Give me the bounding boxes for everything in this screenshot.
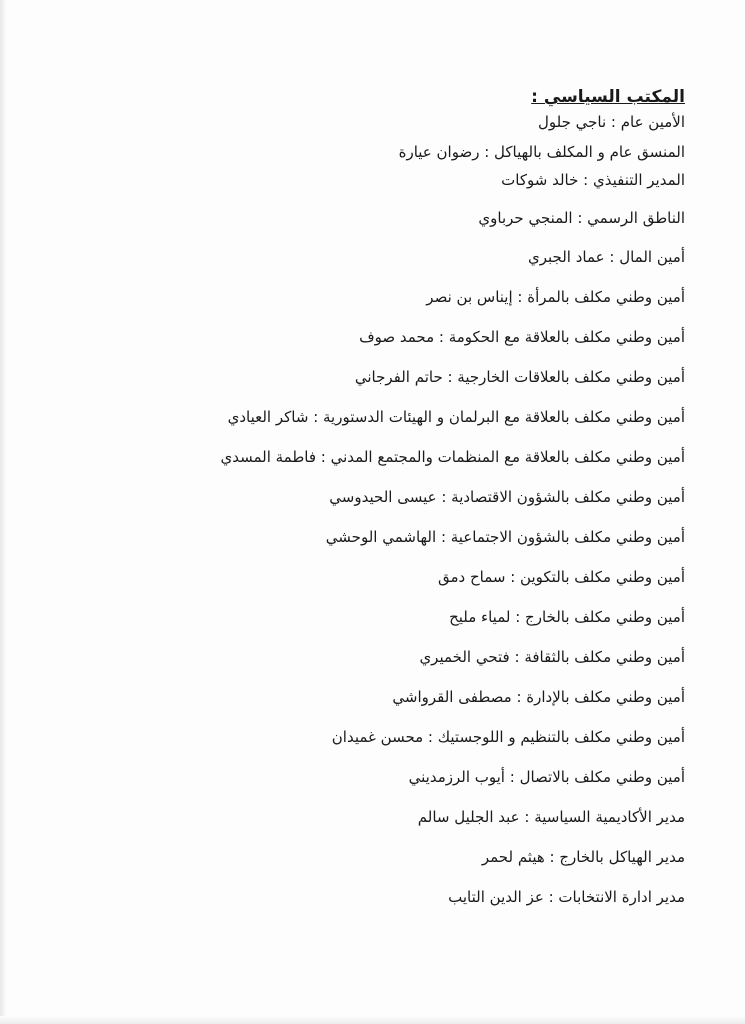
member-line: مدير الهياكل بالخارج : هيثم لحمر bbox=[481, 848, 685, 866]
member-line: الناطق الرسمي : المنجي حرباوي bbox=[478, 209, 685, 227]
scan-bottom-edge bbox=[0, 1016, 745, 1024]
member-line: أمين وطني مكلف بالعلاقات الخارجية : حاتم الفرجاني bbox=[354, 368, 685, 386]
member-line: أمين وطني مكلف بالثقافة : فتحي الخميري bbox=[419, 648, 685, 666]
member-line: أمين وطني مكلف بالتنظيم و اللوجستيك : محسن غميدان bbox=[331, 728, 685, 746]
scan-left-edge bbox=[0, 0, 6, 1024]
member-line: أمين وطني مكلف بالشؤون الاجتماعية : الهاشمي الوحشي bbox=[325, 528, 685, 546]
member-line: أمين وطني مكلف بالاتصال : أيوب الرزمديني bbox=[408, 768, 685, 786]
member-line: أمين المال : عماد الجبري bbox=[528, 248, 685, 266]
member-line: أمين وطني مكلف بالعلاقة مع المنظمات والمجتمع المدني : فاطمة المسدي bbox=[220, 448, 685, 466]
member-line: أمين وطني مكلف بالعلاقة مع البرلمان و الهيئات الدستورية : شاكر العيادي bbox=[227, 408, 685, 426]
member-line: مدير ادارة الانتخابات : عز الدين التايب bbox=[448, 888, 685, 906]
member-line: أمين وطني مكلف بالخارج : لمياء مليح bbox=[449, 608, 685, 626]
member-line: أمين وطني مكلف بالمرأة : إيناس بن نصر bbox=[426, 288, 685, 306]
member-line: الأمين عام : ناجي جلول bbox=[537, 113, 685, 131]
member-line: أمين وطني مكلف بالشؤون الاقتصادية : عيسى الحيدوسي bbox=[329, 488, 685, 506]
member-line: المنسق عام و المكلف بالهياكل : رضوان عيارة bbox=[398, 143, 685, 161]
member-line: أمين وطني مكلف بالتكوين : سماح دمق bbox=[437, 568, 685, 586]
member-line: مدير الأكاديمية السياسية : عبد الجليل سالم bbox=[417, 808, 685, 826]
document-title: المكتب السياسي : bbox=[531, 87, 685, 107]
member-line: أمين وطني مكلف بالإدارة : مصطفى القرواشي bbox=[392, 688, 685, 706]
member-line: المدير التنفيذي : خالد شوكات bbox=[501, 171, 685, 189]
member-line: أمين وطني مكلف بالعلاقة مع الحكومة : محمد صوف bbox=[359, 328, 685, 346]
document-body bbox=[165, 86, 685, 907]
